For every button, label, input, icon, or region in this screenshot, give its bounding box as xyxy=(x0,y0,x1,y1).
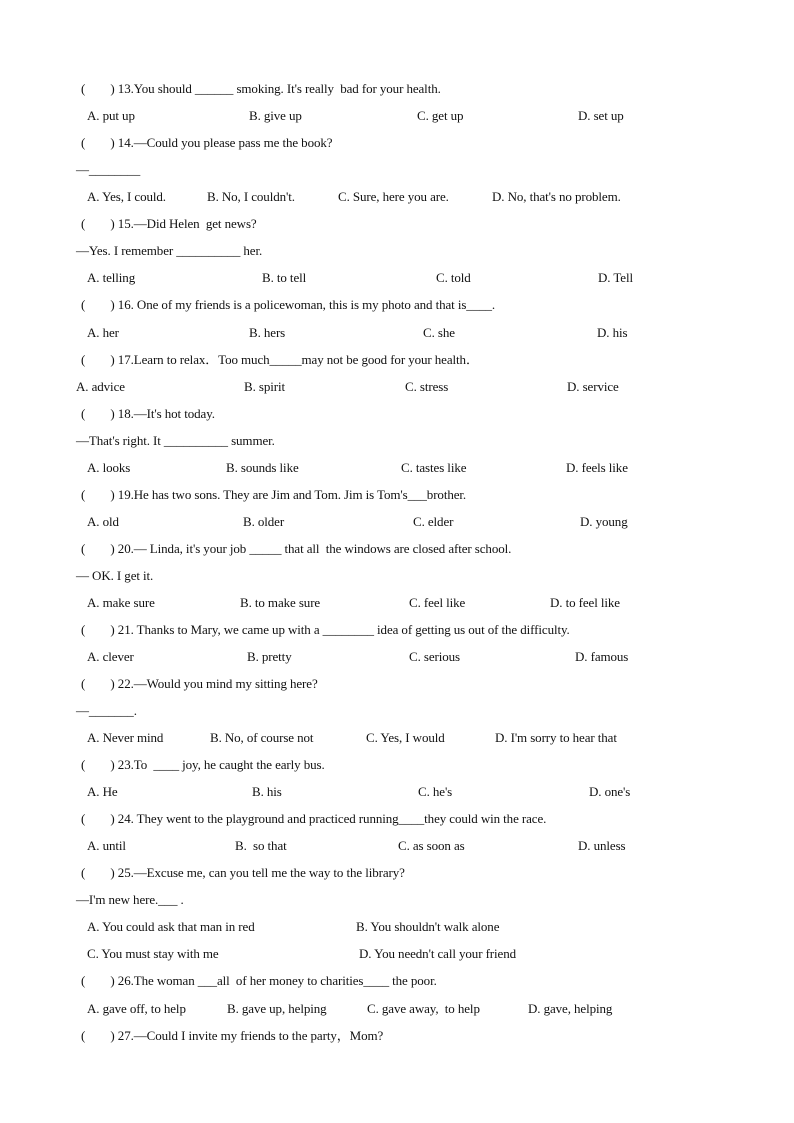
question-14-reply: —________ xyxy=(76,162,141,177)
question-19-option-c: C. elder xyxy=(413,514,454,529)
question-22-option-c: C. Yes, I would xyxy=(366,730,445,745)
question-15-option-a: A. telling xyxy=(87,270,136,285)
question-16-option-d: D. his xyxy=(597,325,628,340)
question-25-option-c: C. You must stay with me xyxy=(87,946,219,961)
question-21-option-c: C. serious xyxy=(409,649,461,664)
question-13-option-c: C. get up xyxy=(417,108,464,123)
question-14-option-d: D. No, that's no problem. xyxy=(492,189,621,204)
question-23-stem: ( ) 23.To ____ joy, he caught the early bus. xyxy=(81,757,325,772)
question-24-option-c: C. as soon as xyxy=(398,838,465,853)
question-26-option-a: A. gave off, to help xyxy=(87,1001,186,1016)
question-18-stem: ( ) 18.—It's hot today. xyxy=(81,406,215,421)
question-14-stem: ( ) 14.—Could you please pass me the book? xyxy=(81,135,333,150)
question-20-option-d: D. to feel like xyxy=(550,595,620,610)
question-22-stem: ( ) 22.—Would you mind my sitting here? xyxy=(81,676,318,691)
question-16-option-c: C. she xyxy=(423,325,455,340)
question-25-option-a: A. You could ask that man in red xyxy=(87,919,255,934)
question-23-option-a: A. He xyxy=(87,784,118,799)
question-27-stem: ( ) 27.—Could I invite my friends to the party，Mom? xyxy=(81,1028,384,1043)
question-22-option-a: A. Never mind xyxy=(87,730,164,745)
question-13-option-d: D. set up xyxy=(578,108,624,123)
question-18-option-d: D. feels like xyxy=(566,460,628,475)
question-23-option-c: C. he's xyxy=(418,784,453,799)
question-22-reply: —_______. xyxy=(76,703,137,718)
question-18-option-a: A. looks xyxy=(87,460,131,475)
question-21-option-d: D. famous xyxy=(575,649,629,664)
question-23-option-b: B. his xyxy=(252,784,282,799)
question-17-option-c: C. stress xyxy=(405,379,449,394)
question-18-reply: —That's right. It __________ summer. xyxy=(76,433,275,448)
question-16-option-b: B. hers xyxy=(249,325,286,340)
question-25-option-b: B. You shouldn't walk alone xyxy=(356,919,500,934)
question-17-option-d: D. service xyxy=(567,379,619,394)
question-19-stem: ( ) 19.He has two sons. They are Jim and Tom. Jim is Tom's___brother. xyxy=(81,487,467,502)
question-15-option-d: D. Tell xyxy=(598,270,633,285)
question-24-option-a: A. until xyxy=(87,838,126,853)
question-18-option-b: B. sounds like xyxy=(226,460,299,475)
question-17-stem: ( ) 17.Learn to relax．Too much_____may not be good for your health． xyxy=(81,352,479,367)
question-22-option-d: D. I'm sorry to hear that xyxy=(495,730,617,745)
question-17-option-b: B. spirit xyxy=(244,379,285,394)
question-21-stem: ( ) 21. Thanks to Mary, we came up with a ________ idea of getting us out of the difficulty. xyxy=(81,622,570,637)
question-19-option-d: D. young xyxy=(580,514,628,529)
question-16-stem: ( ) 16. One of my friends is a policewoman, this is my photo and that is____. xyxy=(81,297,496,312)
question-24-stem: ( ) 24. They went to the playground and practiced running____they could win the race. xyxy=(81,811,547,826)
question-26-stem: ( ) 26.The woman ___all of her money to charities____ the poor. xyxy=(81,973,437,988)
question-26-option-c: C. gave away, to help xyxy=(367,1001,480,1016)
question-14-option-c: C. Sure, here you are. xyxy=(338,189,449,204)
question-26-option-d: D. gave, helping xyxy=(528,1001,613,1016)
question-15-option-b: B. to tell xyxy=(262,270,307,285)
question-15-option-c: C. told xyxy=(436,270,471,285)
question-13-option-b: B. give up xyxy=(249,108,302,123)
question-20-option-a: A. make sure xyxy=(87,595,155,610)
question-18-option-c: C. tastes like xyxy=(401,460,467,475)
question-26-option-b: B. gave up, helping xyxy=(227,1001,327,1016)
question-24-option-b: B. so that xyxy=(235,838,287,853)
question-20-stem: ( ) 20.— Linda, it's your job _____ that all the windows are closed after school. xyxy=(81,541,512,556)
question-15-reply: —Yes. I remember __________ her. xyxy=(76,243,263,258)
question-21-option-b: B. pretty xyxy=(247,649,292,664)
question-19-option-b: B. older xyxy=(243,514,285,529)
question-20-reply: — OK. I get it. xyxy=(76,568,154,583)
question-20-option-b: B. to make sure xyxy=(240,595,321,610)
question-16-option-a: A. her xyxy=(87,325,119,340)
question-25-option-d: D. You needn't call your friend xyxy=(359,946,517,961)
question-17-option-a: A. advice xyxy=(76,379,125,394)
question-23-option-d: D. one's xyxy=(589,784,631,799)
question-21-option-a: A. clever xyxy=(87,649,134,664)
question-19-option-a: A. old xyxy=(87,514,119,529)
question-22-option-b: B. No, of course not xyxy=(210,730,314,745)
question-14-option-b: B. No, I couldn't. xyxy=(207,189,295,204)
question-24-option-d: D. unless xyxy=(578,838,626,853)
question-15-stem: ( ) 15.—Did Helen get news? xyxy=(81,216,257,231)
question-13-option-a: A. put up xyxy=(87,108,135,123)
question-13-stem: ( ) 13.You should ______ smoking. It's really bad for your health. xyxy=(81,81,441,96)
question-25-reply: —I'm new here.___ . xyxy=(76,892,184,907)
question-25-stem: ( ) 25.—Excuse me, can you tell me the way to the library? xyxy=(81,865,405,880)
question-20-option-c: C. feel like xyxy=(409,595,466,610)
question-14-option-a: A. Yes, I could. xyxy=(87,189,166,204)
